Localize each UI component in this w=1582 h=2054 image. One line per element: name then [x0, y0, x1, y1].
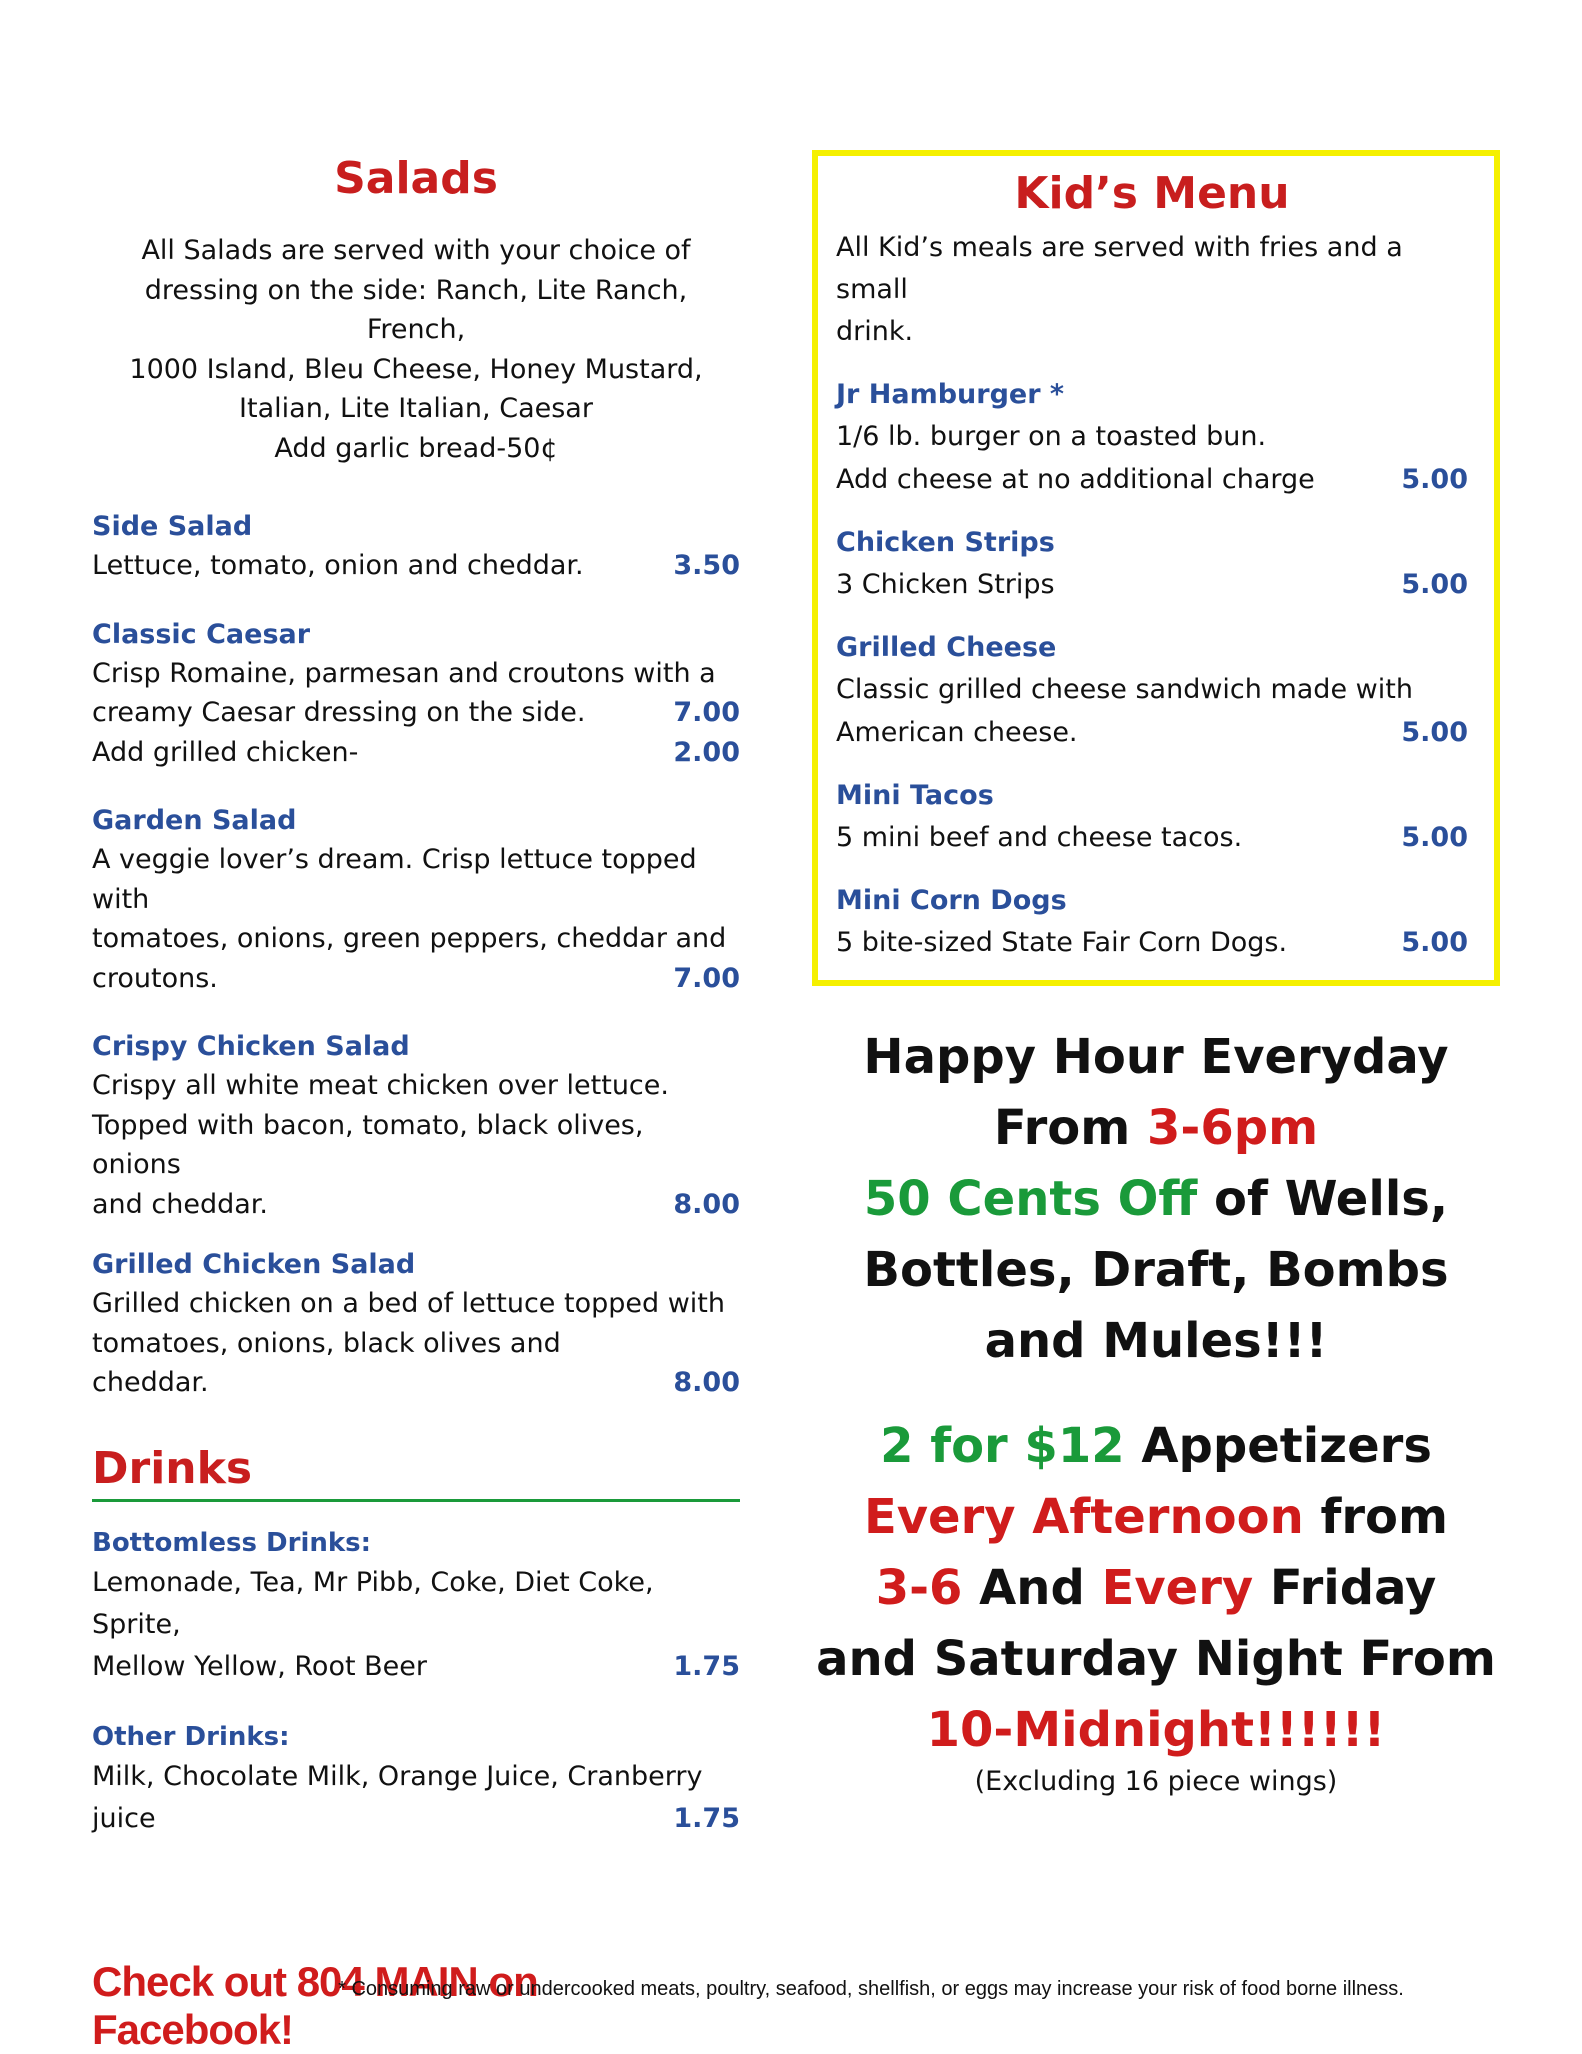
item-description: tomatoes, onions, black olives and cheddar. — [92, 1327, 561, 1399]
item-name: Mini Tacos — [836, 779, 994, 811]
appetizer-late-time: 10-Midnight!!!!!! — [926, 1701, 1386, 1758]
facebook-callout: Check out 804 MAIN on Facebook! — [92, 1958, 538, 2054]
item-name: Garden Salad — [92, 805, 297, 837]
kids-menu-title: Kid’s Menu — [1014, 168, 1290, 219]
item-description: 5 bite-sized State Fair Corn Dogs. — [836, 926, 1288, 958]
happy-hour-promo: Happy Hour Everyday From 3-6pm 50 Cents Off of Wells, Bottles, Draft, Bombs and Mules!!! — [812, 1022, 1500, 1377]
drink-list: juice — [92, 1803, 156, 1835]
item-price: 5.00 — [1401, 716, 1468, 748]
drink-list: Milk, Chocolate Milk, Orange Juice, Cranberry — [92, 1761, 703, 1793]
item-description: 3 Chicken Strips — [836, 568, 1055, 600]
kids-item-mini-corn-dogs — [836, 881, 1468, 964]
menu-item-crispy-chicken-salad — [92, 1028, 740, 1224]
happy-hour-discount-line: 50 Cents Off of Wells, — [863, 1170, 1449, 1227]
item-name: Classic Caesar — [92, 618, 311, 650]
item-name: Grilled Chicken Salad — [92, 1249, 416, 1281]
item-addon: Add grilled chicken- — [92, 736, 359, 768]
right-column — [812, 150, 1500, 1797]
item-name: Side Salad — [92, 511, 253, 543]
item-description: Crisp Romaine, parmesan and croutons with a — [92, 657, 716, 689]
item-description: tomatoes, onions, green peppers, cheddar and — [92, 923, 727, 955]
kids-item-chicken-strips — [836, 523, 1468, 606]
item-price: 5.00 — [1401, 926, 1468, 958]
item-name: Grilled Cheese — [836, 631, 1057, 663]
menu-item-classic-caesar — [92, 616, 740, 773]
happy-hour-heading: Happy Hour Everyday — [863, 1028, 1449, 1085]
item-price: 8.00 — [673, 1188, 740, 1220]
left-column — [92, 150, 740, 2054]
item-price: 7.00 — [673, 697, 740, 729]
addon-price: 2.00 — [673, 736, 740, 768]
menu-item-side-salad — [92, 508, 740, 586]
item-name: Crispy Chicken Salad — [92, 1031, 410, 1063]
item-description: creamy Caesar dressing on the side. — [92, 697, 586, 729]
appetizer-deal: 2 for $12 — [880, 1417, 1125, 1474]
item-description: croutons. — [92, 962, 218, 994]
item-name: Mini Corn Dogs — [836, 884, 1067, 916]
drink-group-bottomless — [92, 1524, 740, 1688]
kids-menu-box — [812, 150, 1500, 986]
item-description: and cheddar. — [92, 1188, 268, 1220]
kids-menu-intro: All Kid’s meals are served with fries and a small drink. — [836, 231, 1403, 347]
item-description: 1/6 lb. burger on a toasted bun. — [836, 420, 1267, 452]
kids-item-mini-tacos — [836, 776, 1468, 859]
happy-hour-time-line: From 3-6pm — [993, 1099, 1319, 1156]
happy-hour-discount: 50 Cents Off — [863, 1170, 1198, 1227]
item-description: Crispy all white meat chicken over lettuce. — [92, 1070, 669, 1102]
drink-group-name: Bottomless Drinks: — [92, 1528, 372, 1559]
drink-list: Lemonade, Tea, Mr Pibb, Coke, Diet Coke, Sprite, — [92, 1567, 654, 1641]
drink-price: 1.75 — [673, 1803, 740, 1835]
salads-intro: All Salads are served with your choice of dressing on the side: Ranch, Lite Ranch, French, 1000 Island, Bleu Cheese, Honey Mustard, Italian, Lite Italian, Caesar Add garlic bread-50¢ — [129, 235, 703, 464]
kids-item-jr-hamburger — [836, 375, 1468, 501]
item-description: Add cheese at no additional charge — [836, 463, 1315, 495]
item-price: 5.00 — [1401, 463, 1468, 495]
item-description: American cheese. — [836, 716, 1078, 748]
item-description: Classic grilled cheese sandwich made with — [836, 673, 1413, 705]
drinks-title: Drinks — [92, 1442, 253, 1494]
item-name: Chicken Strips — [836, 526, 1055, 558]
item-price: 3.50 — [673, 550, 740, 582]
item-price: 8.00 — [673, 1367, 740, 1399]
menu-item-grilled-chicken-salad — [92, 1246, 740, 1403]
item-description: Topped with bacon, tomato, black olives, onions — [92, 1109, 644, 1181]
drink-group-other — [92, 1718, 740, 1840]
drink-list: Mellow Yellow, Root Beer — [92, 1651, 427, 1683]
food-safety-footnote: * Consuming raw or undercooked meats, poultry, seafood, shellfish, or eggs may increase your risk of food borne illness. — [338, 1978, 1404, 2000]
menu-item-garden-salad — [92, 802, 740, 998]
drink-group-name: Other Drinks: — [92, 1722, 290, 1753]
drinks-divider — [92, 1499, 740, 1502]
item-description: Lettuce, tomato, onion and cheddar. — [92, 550, 584, 582]
item-price: 5.00 — [1401, 821, 1468, 853]
salads-title: Salads — [334, 153, 498, 204]
item-price: 5.00 — [1401, 568, 1468, 600]
item-description: A veggie lover’s dream. Crisp lettuce topped with — [92, 844, 697, 915]
appetizer-exclusion: (Excluding 16 piece wings) — [974, 1765, 1338, 1797]
drink-price: 1.75 — [673, 1651, 740, 1683]
item-price: 7.00 — [673, 962, 740, 994]
item-description: Grilled chicken on a bed of lettuce topped with — [92, 1288, 725, 1320]
item-description: 5 mini beef and cheese tacos. — [836, 821, 1243, 853]
appetizer-promo: 2 for $12 Appetizers Every Afternoon from 3-6 And Every Friday and Saturday Night From 10-Midnight!!!!!! — [812, 1411, 1500, 1766]
item-name: Jr Hamburger * — [836, 378, 1065, 410]
kids-item-grilled-cheese — [836, 628, 1468, 754]
happy-hour-time: 3-6pm — [1147, 1099, 1319, 1156]
